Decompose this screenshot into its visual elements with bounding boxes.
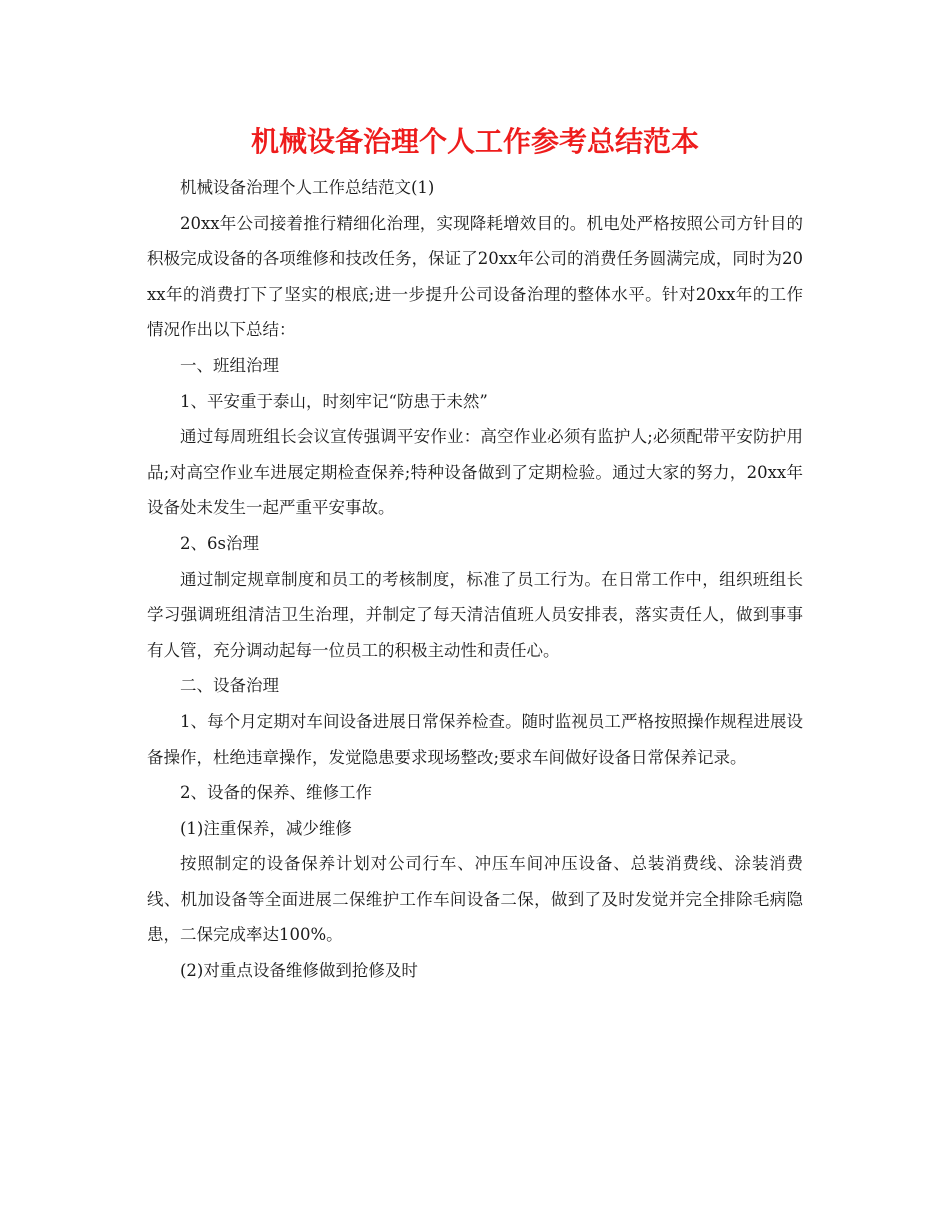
paragraph-subtitle: 机械设备治理个人工作总结范文(1) [180, 178, 435, 197]
subheading-safety: 1、平安重于泰山，时刻牢记“防患于未然” [180, 391, 488, 411]
paragraph-safety: 通过每周班组长会议宣传强调平安作业：高空作业必须有监护人;必须配带平安防护用品;对高空作业车进展定期检查保养;特种设备做到了定期检验。通过大家的努力，20xx年设备处未发生一起严重平安事故。 [147, 427, 803, 518]
heading-equipment-management: 二、设备治理 [180, 676, 279, 696]
paragraph-intro: 20xx年公司接着推行精细化治理，实现降耗增效目的。机电处严格按照公司方针目的积极完成设备的各项维修和技改任务，保证了20xx年公司的消费任务圆满完成，同时为20xx年的消费打下了坚实的根底;进一步提升公司设备治理的整体水平。针对20xx年的工作情况作出以下总结： [147, 213, 803, 340]
subheading-focus-maintenance: (1)注重保养，减少维修 [180, 818, 352, 838]
paragraph-6s: 通过制定规章制度和员工的考核制度，标准了员工行为。在日常工作中，组织班组长学习强调班组清洁卫生治理，并制定了每天清洁值班人员安排表，落实责任人，做到事事有人管，充分调动起每一位员工的积极主动性和责任心。 [147, 569, 803, 660]
subheading-key-equipment: (2)对重点设备维修做到抢修及时 [180, 961, 418, 981]
document-title: 机械设备治理个人工作参考总结范本 [250, 125, 699, 158]
paragraph-monthly-inspection: 1、每个月定期对车间设备进展日常保养检查。随时监视员工严格按照操作规程进展设备操作，杜绝违章操作，发觉隐患要求现场整改;要求车间做好设备日常保养记录。 [147, 711, 803, 767]
document-body [147, 170, 803, 989]
subheading-maintenance: 2、设备的保养、维修工作 [180, 783, 372, 803]
subheading-6s: 2、6s治理 [180, 533, 259, 553]
paragraph-maintenance-plan: 按照制定的设备保养计划对公司行车、冲压车间冲压设备、总装消费线、涂装消费线、机加设备等全面进展二保维护工作车间设备二保，做到了及时发觉并完全排除毛病隐患，二保完成率达100%。 [147, 854, 803, 945]
heading-team-management: 一、班组治理 [180, 355, 279, 375]
